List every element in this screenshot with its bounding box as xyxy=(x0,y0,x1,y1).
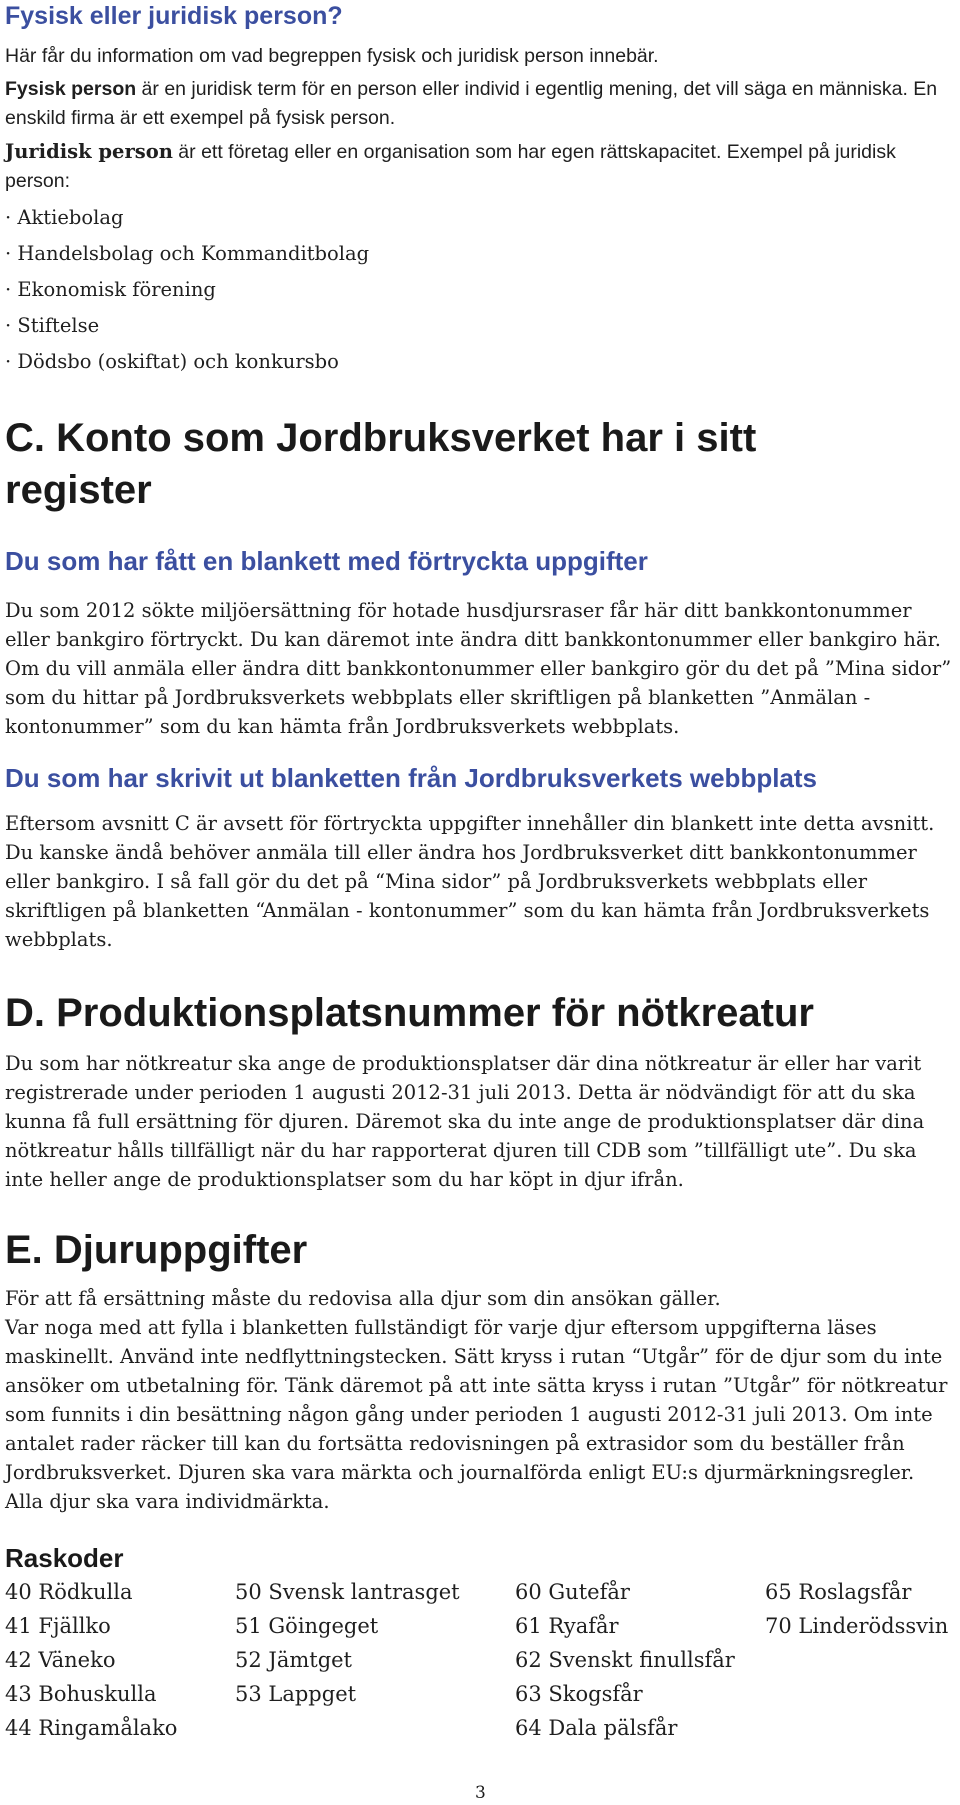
table-cell: 62 Svenskt finullsfår xyxy=(515,1648,735,1672)
list-item: · Dödsbo (oskiftat) och konkursbo xyxy=(5,350,339,373)
table-cell: 50 Svensk lantrasget xyxy=(235,1580,460,1604)
section-d-paragraph: Du som har nötkreatur ska ange de produktionsplatser där dina nötkreatur är eller har varit registrerade under perioden 1 augusti 2012-31 juli 2013. Detta är nödvändigt för att du ska kunna få full ersättning för djuren. Däremot ska du inte ange de produktionsplatser där dina nötkreatur hålls tillfälligt när du har rapporterat djuren till CDB som ”tillfälligt ute”. Du ska inte heller ange de produktionsplatser som du har köpt in djur ifrån. xyxy=(5,1052,925,1191)
table-cell: 41 Fjällko xyxy=(5,1614,111,1638)
juridisk-paragraph xyxy=(5,137,950,196)
page-number: 3 xyxy=(475,1783,486,1803)
section-d-heading: D. Produktionsplatsnummer för nötkreatur xyxy=(5,991,814,1035)
section-d xyxy=(5,987,955,1194)
fysisk-paragraph xyxy=(5,75,950,133)
table-cell: 53 Lappget xyxy=(235,1682,357,1706)
list-item: · Stiftelse xyxy=(5,314,100,337)
section-c-paragraph-2: Eftersom avsnitt C är avsett för förtryckta uppgifter innehåller din blankett inte detta avsnitt. Du kanske ändå behöver anmäla till eller ändra hos Jordbruksverket ditt bankkontonummer eller bankgiro. I så fall gör du det på “Mina sidor” på Jordbruksverkets webbplats eller skriftligen på blanketten “Anmälan - kontonummer” som du kan hämta från Jordbruksverkets webbplats. xyxy=(5,812,935,951)
fysisk-juridisk-heading: Fysisk eller juridisk person? xyxy=(5,2,343,30)
table-cell: 60 Gutefår xyxy=(515,1580,630,1604)
section-e-paragraph-2: Var noga med att fylla i blanketten fullständigt för varje djur eftersom uppgifterna läses maskinellt. Använd inte nedflyttningstecken. Sätt kryss i rutan “Utgår” för de djur som du inte ansöker om utbetalning för. Tänk däremot på att inte sätta kryss i rutan ”Utgår” för nötkreatur som funnits i din besättning någon gång under perioden 1 augusti 2012-31 juli 2013. Om inte antalet rader räcker till kan du fortsätta redovisningen på extrasidor som du beställer från Jordbruksverket. Djuren ska vara märkta och journalförda enligt EU:s djurmärkningsregler. Alla djur ska vara individmärkta. xyxy=(5,1316,948,1513)
table-cell: 61 Ryafår xyxy=(515,1614,619,1638)
table-cell: 43 Bohuskulla xyxy=(5,1682,157,1706)
section-c-subheading-2: Du som har skrivit ut blanketten från Jordbruksverkets webbplats xyxy=(5,763,818,793)
list-item: · Aktiebolag xyxy=(5,206,124,229)
section-e-heading: E. Djuruppgifter xyxy=(5,1228,308,1272)
section-c xyxy=(5,412,955,954)
raskoder-table xyxy=(5,1580,955,1760)
table-cell: 44 Ringamålako xyxy=(5,1716,178,1740)
fysisk-definition: är en juridisk term för en person eller individ i egentlig mening, det vill säga en människa. En enskild firma är ett exempel på fysisk person. xyxy=(5,78,938,129)
table-cell: 63 Skogsfår xyxy=(515,1682,643,1706)
section-c-subheading-1: Du som har fått en blankett med förtryckta uppgifter xyxy=(5,546,648,576)
table-cell: 42 Väneko xyxy=(5,1648,116,1672)
table-cell: 65 Roslagsfår xyxy=(765,1580,912,1604)
table-cell: 51 Göingeget xyxy=(235,1614,379,1638)
juridisk-term: Juridisk person xyxy=(5,140,173,163)
fysisk-term: Fysisk person xyxy=(5,78,137,100)
juridisk-person-list xyxy=(5,200,950,380)
section-c-paragraph-1: Du som 2012 sökte miljöersättning för hotade husdjursraser får här ditt bankkontonummer eller bankgiro förtryckt. Du kan däremot inte ändra ditt bankkontonummer eller bankgiro här. Om du vill anmäla eller ändra ditt bankkontonummer eller bankgiro gör du det på ”Mina sidor” som du hittar på Jordbruksverkets webbplats eller skriftligen på blanketten ”Anmälan - kontonummer” som du kan hämta från Jordbruksverkets webbplats. xyxy=(5,599,952,738)
table-cell: 70 Linderödssvin xyxy=(765,1614,949,1638)
raskoder-heading: Raskoder xyxy=(5,1543,124,1573)
fysisk-juridisk-section xyxy=(5,0,950,380)
table-cell: 64 Dala pälsfår xyxy=(515,1716,678,1740)
section-c-heading: C. Konto som Jordbruksverket har i sitt register xyxy=(5,416,757,512)
list-item: · Handelsbolag och Kommanditbolag xyxy=(5,242,370,265)
table-cell: 52 Jämtget xyxy=(235,1648,352,1672)
juridisk-definition: är ett företag eller en organisation som har egen rättskapacitet. Exempel på juridisk person: xyxy=(5,141,896,192)
section-e-paragraph-1: För att få ersättning måste du redovisa alla djur som din ansökan gäller. xyxy=(5,1287,721,1310)
table-cell: 40 Rödkulla xyxy=(5,1580,133,1604)
intro-paragraph: Här får du information om vad begreppen fysisk och juridisk person innebär. xyxy=(5,45,659,67)
list-item: · Ekonomisk förening xyxy=(5,278,216,301)
section-e xyxy=(5,1224,955,1516)
